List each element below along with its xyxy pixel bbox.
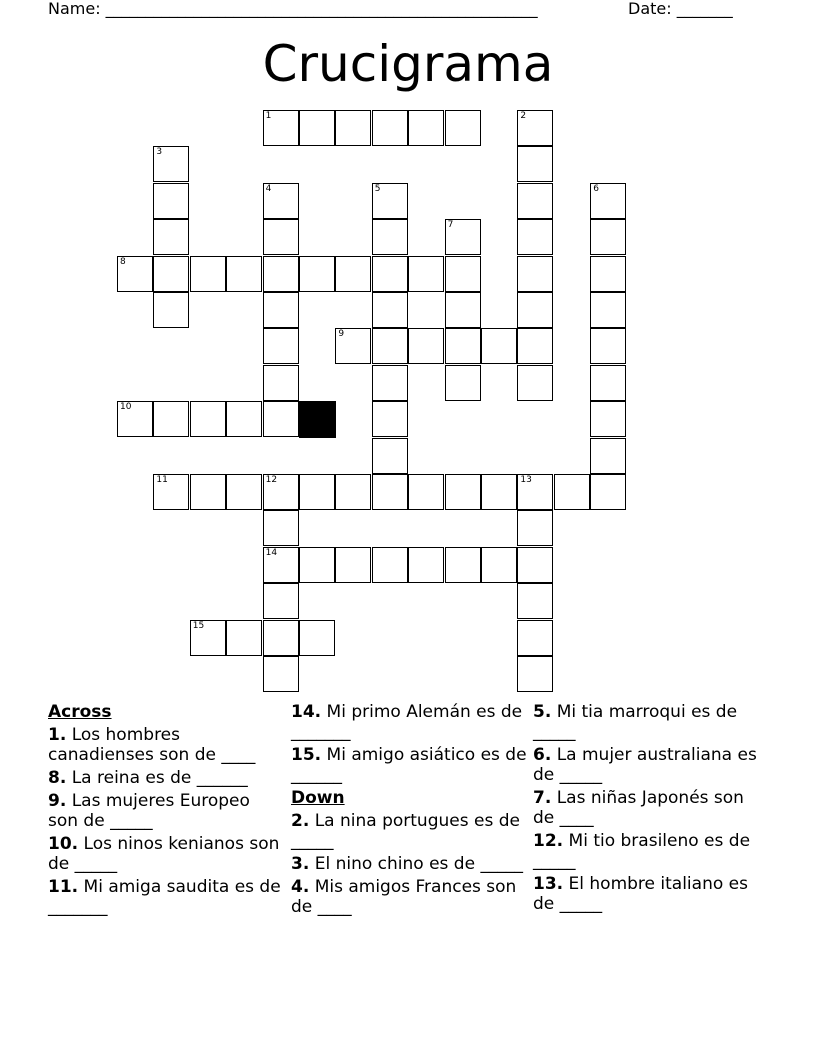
grid-cell[interactable] (372, 547, 408, 583)
clues-column-1 (48, 702, 284, 920)
grid-cell[interactable] (190, 474, 226, 510)
grid-cell[interactable] (226, 401, 262, 437)
grid-cell[interactable] (372, 256, 408, 292)
grid-cell[interactable] (372, 401, 408, 437)
grid-cell[interactable] (263, 474, 299, 510)
grid-cell[interactable] (445, 547, 481, 583)
clue-across-8: 8. La reina es de ______ (48, 768, 248, 788)
clue-number: 2 (520, 111, 527, 121)
clue-number: 3 (156, 147, 163, 158)
grid-cell[interactable] (590, 256, 626, 292)
clue-number: 11 (156, 475, 168, 485)
grid-cell[interactable] (517, 146, 553, 182)
grid-cell[interactable] (372, 438, 408, 474)
clue-down-7: 7. Las niñas Japonés son de ____ (533, 788, 744, 828)
clue-number: 5 (374, 183, 381, 194)
across-heading: Across (48, 702, 112, 722)
grid-cell[interactable] (408, 474, 444, 510)
grid-cell[interactable] (299, 474, 335, 510)
clue-number: 12 (265, 475, 278, 485)
clue-across-15: 15. Mi amigo asiático es de ______ (291, 745, 527, 785)
grid-cell[interactable] (263, 365, 299, 401)
clue-number: 9 (338, 329, 345, 340)
grid-cell[interactable] (481, 547, 517, 583)
clue-number: 10 (120, 402, 132, 413)
grid-cell[interactable] (153, 401, 189, 437)
grid-cell[interactable] (372, 183, 408, 219)
grid-cell[interactable] (190, 620, 226, 656)
date-field: Date: _______ (628, 0, 733, 18)
grid-cell[interactable] (335, 547, 371, 583)
grid-cell[interactable] (263, 256, 299, 292)
grid-cell[interactable] (408, 110, 444, 146)
grid-cell[interactable] (445, 328, 481, 364)
page-title: Crucigrama (262, 35, 554, 93)
grid-cell[interactable] (263, 583, 299, 619)
clue-number: 8 (120, 256, 126, 267)
grid-cell[interactable] (445, 365, 481, 401)
grid-cell[interactable] (226, 256, 262, 292)
grid-cell[interactable] (263, 292, 299, 328)
clue-number: 1 (265, 111, 272, 121)
grid-cell[interactable] (517, 365, 553, 401)
clue-across-10: 10. Los ninos kenianos son de _____ (48, 834, 280, 874)
grid-cell[interactable] (372, 365, 408, 401)
clues-column-3 (533, 702, 769, 917)
clue-number: 6 (593, 183, 599, 194)
clue-down-13: 13. El hombre italiano es de _____ (533, 874, 748, 914)
grid-cell[interactable] (408, 547, 444, 583)
clue-down-12: 12. Mi tio brasileno es de _____ (533, 831, 751, 871)
name-field: Name: ______________________________________________________ (48, 0, 538, 18)
grid-cell[interactable] (335, 474, 371, 510)
grid-cell[interactable] (590, 365, 626, 401)
grid-cell[interactable] (372, 110, 408, 146)
grid-cell[interactable] (554, 474, 590, 510)
grid-cell[interactable] (445, 292, 481, 328)
grid-cell[interactable] (372, 292, 408, 328)
down-heading: Down (291, 788, 345, 808)
grid-cell[interactable] (517, 292, 553, 328)
grid-cell[interactable] (153, 183, 189, 219)
grid-cell[interactable] (299, 256, 335, 292)
grid-cell[interactable] (335, 110, 371, 146)
grid-cell[interactable] (190, 401, 226, 437)
grid-cell[interactable] (263, 620, 299, 656)
grid-cell[interactable] (517, 474, 553, 510)
grid-cell[interactable] (153, 474, 189, 510)
grid-cell[interactable] (590, 438, 626, 474)
grid-cell[interactable] (299, 620, 335, 656)
grid-cell[interactable] (263, 510, 299, 546)
grid-cell[interactable] (153, 292, 189, 328)
clues-column-2 (291, 702, 527, 920)
grid-cell[interactable] (445, 256, 481, 292)
grid-cell[interactable] (153, 146, 189, 182)
clue-down-4: 4. Mis amigos Frances son de ____ (291, 877, 517, 917)
grid-cell[interactable] (117, 256, 153, 292)
clue-down-5: 5. Mi tia marroqui es de _____ (533, 702, 738, 742)
clue-down-6: 6. La mujer australiana es de _____ (533, 745, 757, 785)
grid-cell[interactable] (481, 328, 517, 364)
grid-cell[interactable] (445, 474, 481, 510)
grid-cell[interactable] (408, 328, 444, 364)
grid-cell[interactable] (335, 328, 371, 364)
grid-cell[interactable] (517, 110, 553, 146)
black-cell (299, 401, 336, 438)
grid-cell[interactable] (517, 510, 553, 546)
grid-cell[interactable] (117, 401, 153, 437)
clue-across-9: 9. Las mujeres Europeo son de _____ (48, 791, 250, 831)
grid-cell[interactable] (263, 401, 299, 437)
grid-cell[interactable] (372, 328, 408, 364)
clue-across-14: 14. Mi primo Alemán es de _______ (291, 702, 523, 742)
grid-cell[interactable] (517, 328, 553, 364)
grid-cell[interactable] (481, 474, 517, 510)
grid-cell[interactable] (517, 620, 553, 656)
grid-cell[interactable] (445, 219, 481, 255)
grid-cell[interactable] (226, 620, 262, 656)
grid-cell[interactable] (517, 656, 553, 692)
grid-cell[interactable] (590, 183, 626, 219)
grid-cell[interactable] (590, 328, 626, 364)
grid-cell[interactable] (517, 219, 553, 255)
grid-cell[interactable] (263, 328, 299, 364)
grid-cell[interactable] (372, 474, 408, 510)
clue-down-2: 2. La nina portugues es de _____ (291, 811, 520, 851)
grid-cell[interactable] (190, 256, 226, 292)
grid-cell[interactable] (263, 110, 299, 146)
grid-cell[interactable] (153, 219, 189, 255)
clue-number: 13 (520, 475, 532, 485)
grid-cell[interactable] (263, 656, 299, 692)
clue-number: 15 (192, 620, 205, 631)
grid-cell[interactable] (590, 292, 626, 328)
clue-number: 7 (447, 220, 454, 231)
grid-cell[interactable] (299, 547, 335, 583)
grid-cell[interactable] (517, 547, 553, 583)
clue-across-1: 1. Los hombres canadienses son de ____ (48, 725, 256, 765)
grid-cell[interactable] (517, 583, 553, 619)
grid-cell[interactable] (408, 256, 444, 292)
grid-cell[interactable] (517, 183, 553, 219)
grid-cell[interactable] (590, 219, 626, 255)
grid-cell[interactable] (335, 256, 371, 292)
grid-cell[interactable] (153, 256, 189, 292)
grid-cell[interactable] (590, 474, 626, 510)
grid-cell[interactable] (590, 401, 626, 437)
grid-cell[interactable] (263, 183, 299, 219)
grid-cell[interactable] (445, 110, 481, 146)
grid-cell[interactable] (226, 474, 262, 510)
clue-down-3: 3. El nino chino es de _____ (291, 854, 523, 874)
grid-cell[interactable] (372, 219, 408, 255)
grid-cell[interactable] (263, 547, 299, 583)
grid-cell[interactable] (263, 219, 299, 255)
clue-number: 4 (265, 183, 272, 194)
clue-number: 14 (265, 547, 278, 558)
clue-across-11: 11. Mi amiga saudita es de _______ (48, 877, 281, 917)
grid-cell[interactable] (299, 110, 335, 146)
grid-cell[interactable] (517, 256, 553, 292)
